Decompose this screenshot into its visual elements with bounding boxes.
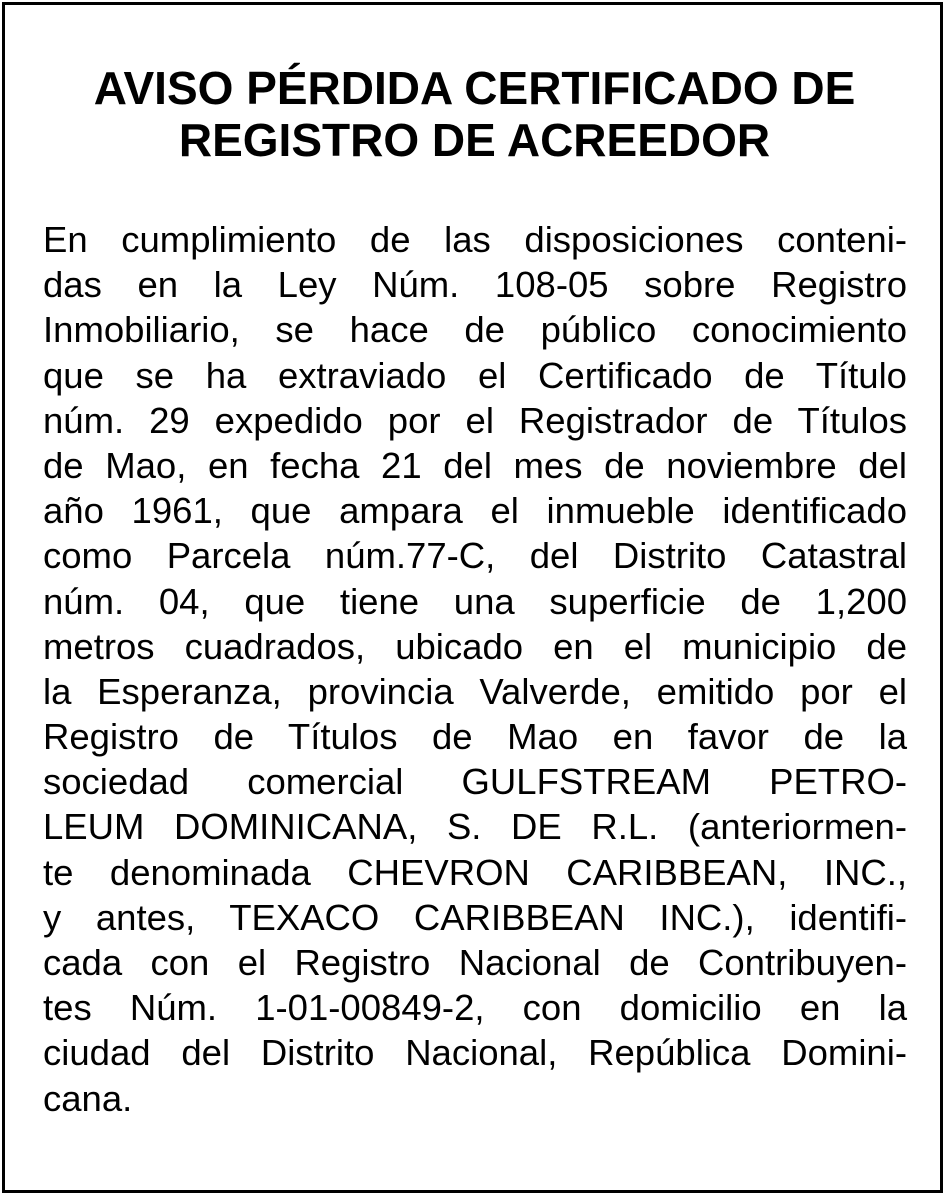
body-line: LEUM DOMINICANA, S. DE R.L. (anteriormen- <box>43 806 907 848</box>
body-line: sociedad comercial GULFSTREAM PETRO- <box>43 761 907 803</box>
notice-title <box>0 62 949 166</box>
body-line: Registro de Títulos de Mao en favor de la <box>43 716 907 758</box>
body-line: tes Núm. 1-01-00849-2, con domicilio en la <box>43 987 907 1029</box>
body-line: que se ha extraviado el Certificado de Título <box>43 354 907 396</box>
notice-title-line-1: AVISO PÉRDIDA CERTIFICADO DE <box>93 62 856 114</box>
body-line: Inmobiliario, se hace de público conocimiento <box>43 309 907 351</box>
body-line: cana. <box>43 1077 133 1119</box>
body-line: núm. 04, que tiene una superficie de 1,200 <box>43 580 907 622</box>
body-line: año 1961, que ampara el inmueble identificado <box>43 490 907 532</box>
body-line: núm. 29 expedido por el Registrador de Títulos <box>43 399 907 441</box>
body-line: metros cuadrados, ubicado en el municipio de <box>43 625 907 667</box>
body-line: como Parcela núm.77-C, del Distrito Catastral <box>43 535 907 577</box>
body-line: la Esperanza, provincia Valverde, emitido por el <box>43 670 907 712</box>
body-line: cada con el Registro Nacional de Contribuyen- <box>43 942 907 983</box>
body-line: y antes, TEXACO CARIBBEAN INC.), identifi- <box>43 896 907 938</box>
body-line: ciudad del Distrito Nacional, República Domini- <box>43 1032 907 1074</box>
body-line: de Mao, en fecha 21 del mes de noviembre del <box>43 444 907 486</box>
body-line: das en la Ley Núm. 108-05 sobre Registro <box>43 264 907 306</box>
notice-body <box>43 217 907 1121</box>
notice-title-line-2: REGISTRO DE ACREEDOR <box>178 114 771 166</box>
body-line: te denominada CHEVRON CARIBBEAN, INC., <box>43 851 907 893</box>
body-line: En cumplimiento de las disposiciones conteni- <box>43 219 907 260</box>
